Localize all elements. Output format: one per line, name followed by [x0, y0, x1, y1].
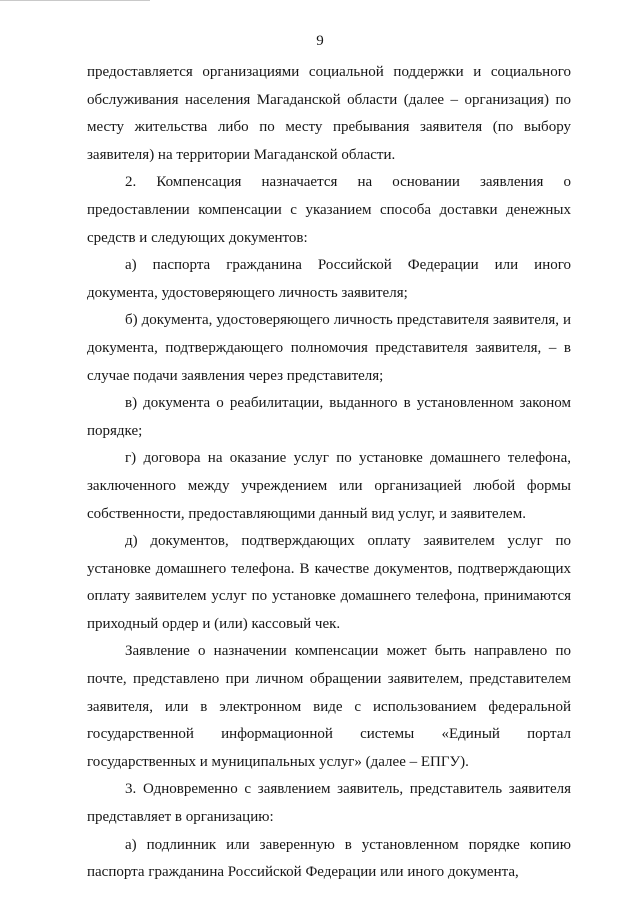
paragraph-continuation: предоставляется организациями социальной поддержки и социального обслуживания населения Магаданской области (далее – организация) по месту жительства либо по месту пребывания заявителя (по выбору заявителя) на территории Магаданской области.	[87, 64, 571, 163]
page-number: 9	[316, 33, 324, 49]
paragraph-application-methods: Заявление о назначении компенсации может быть направлено по почте, представлено при личном обращении заявителем, представителем заявителя, или в электронном виде с использованием федеральной государственной информационной системы «Единый портал государственных и муниципальных услуг» (далее – ЕПГУ).	[87, 643, 571, 770]
paragraph-subitem-b: б) документа, удостоверяющего личность представителя заявителя, и документа, подтверждающего полномочия представителя заявителя, – в случае подачи заявления через представителя;	[87, 312, 571, 384]
paragraph-subitem-v: в) документа о реабилитации, выданного в установленном законом порядке;	[87, 395, 571, 439]
document-body	[87, 59, 571, 887]
paragraph-subitem-a: а) паспорта гражданина Российской Федерации или иного документа, удостоверяющего личность заявителя;	[87, 257, 571, 301]
paragraph-subitem-g: г) договора на оказание услуг по установке домашнего телефона, заключенного между учреждением или организацией любой формы собственности, предоставляющими данный вид услуг, и заявителем.	[87, 450, 571, 522]
paragraph-item-3: 3. Одновременно с заявлением заявитель, представитель заявителя представляет в организацию:	[87, 781, 571, 826]
paragraph-subitem-d: д) документов, подтверждающих оплату заявителем услуг по установке домашнего телефона. В качестве документов, подтверждающих оплату заявителем услуг по установке домашнего телефона, принимаются приходный ордер и (или) кассовый чек.	[87, 533, 571, 632]
paragraph-subitem-a-original: а) подлинник или заверенную в установленном порядке копию паспорта гражданина Российской Федерации или иного документа,	[87, 836, 571, 881]
scan-edge-mark	[0, 0, 150, 1]
paragraph-item-2: 2. Компенсация назначается на основании заявления о предоставлении компенсации с указанием способа доставки денежных средств и следующих документов:	[87, 174, 571, 246]
